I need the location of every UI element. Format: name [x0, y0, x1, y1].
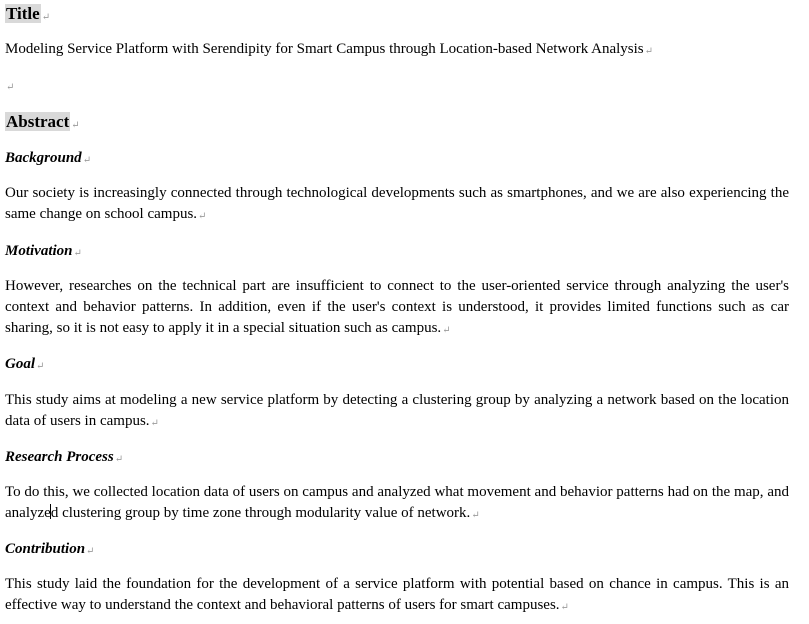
paragraph-mark-icon: ↵	[644, 46, 654, 57]
motivation-heading	[5, 241, 789, 264]
empty-paragraph	[5, 75, 789, 98]
motivation-text: However, researches on the technical part are insufficient to connect to the user-oriented service through analyzing the user's context and behavior patterns. In addition, even if the user's context is understood, it provides limited functions such as car sharing, so it is not easy to apply it in a special situation such as campus.	[5, 278, 789, 336]
background-text: Our society is increasingly connected through technological developments such as smartphones, and we are also experiencing the same change on school campus.	[5, 185, 789, 222]
background-heading-text: Background	[5, 150, 82, 166]
research-process-paragraph	[5, 482, 789, 526]
research-process-heading	[5, 447, 789, 470]
paragraph-mark-icon: ↵	[198, 211, 207, 222]
title-heading-line	[5, 3, 789, 25]
paragraph-mark-icon: ↵	[150, 418, 159, 429]
background-heading	[5, 148, 789, 171]
paragraph-mark-icon: ↵	[41, 12, 51, 23]
title-text-content: Modeling Service Platform with Serendipity for Smart Campus through Location-based Network Analysis	[5, 41, 644, 57]
goal-text: This study aims at modeling a new service platform by detecting a clustering group by analyzing a network based on the location data of users in campus.	[5, 392, 789, 429]
goal-heading-text: Goal	[5, 356, 35, 372]
research-process-heading-text: Research Process	[5, 449, 114, 465]
paragraph-mark-icon: ↵	[73, 248, 82, 259]
research-process-text-end: d clustering group by time zone through modularity value of network.	[50, 505, 471, 521]
paragraph-mark-icon: ↵	[82, 155, 92, 166]
title-heading: Title	[6, 4, 40, 23]
goal-heading	[5, 354, 789, 377]
paragraph-mark-icon: ↵	[36, 361, 45, 372]
contribution-heading	[5, 539, 789, 562]
title-text	[5, 39, 789, 62]
paragraph-mark-icon: ↵	[71, 120, 80, 131]
motivation-heading-text: Motivation	[5, 243, 73, 259]
paragraph-mark-icon: ↵	[6, 82, 15, 93]
research-process-text-start: To do this, we collected location data of users on campus and analyzed what movement and behavior patterns had on the map, and analyze	[5, 484, 789, 521]
background-paragraph	[5, 183, 789, 227]
contribution-paragraph	[5, 574, 789, 618]
paragraph-mark-icon: ↵	[114, 454, 124, 465]
paragraph-mark-icon: ↵	[86, 546, 95, 557]
paragraph-mark-icon: ↵	[442, 325, 451, 336]
paragraph-mark-icon: ↵	[471, 510, 480, 521]
contribution-text: This study laid the foundation for the development of a service platform with potential based on chance in campus. This is an effective way to understand the context and behavioral patterns of users for smart campuses.	[5, 576, 789, 613]
paragraph-mark-icon: ↵	[560, 602, 569, 613]
motivation-paragraph	[5, 276, 789, 341]
goal-paragraph	[5, 390, 789, 434]
abstract-heading: Abstract	[6, 112, 70, 131]
contribution-heading-text: Contribution	[5, 541, 86, 557]
abstract-heading-line	[5, 111, 789, 133]
